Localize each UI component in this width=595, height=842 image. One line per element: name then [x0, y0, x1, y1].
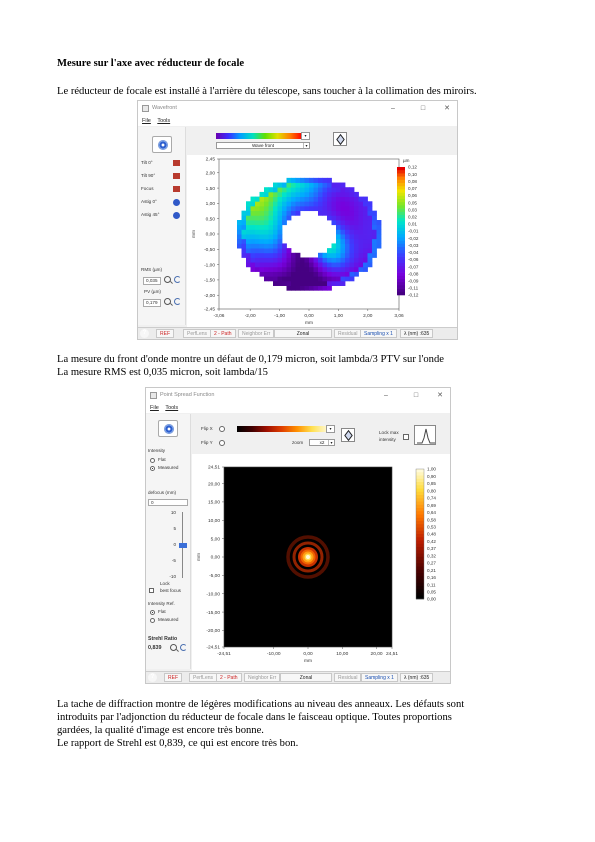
- colorbar-segment: [416, 534, 424, 538]
- status-perflens[interactable]: PerfLens: [183, 329, 211, 338]
- colorbar-segment: [416, 495, 424, 499]
- wavefront-paragraph-2: La mesure RMS est 0,035 micron, soit lambda/15: [57, 367, 268, 378]
- x-tick-label: 0,00: [303, 652, 313, 657]
- help-icon[interactable]: ?: [148, 673, 157, 682]
- status-path[interactable]: 2 - Path: [210, 329, 236, 338]
- colorbar-segment: [397, 279, 405, 283]
- colorbar-segment: [397, 282, 405, 286]
- psf-core-disc: [306, 555, 310, 559]
- colorbar-tick-label: 0,90: [427, 473, 436, 479]
- strehl-refresh-icon[interactable]: [180, 644, 187, 651]
- colorbar-segment: [416, 479, 424, 483]
- colorbar-segment: [397, 183, 405, 187]
- tilt90-label: Tilt 90°: [141, 173, 156, 178]
- intro-paragraph: Le réducteur de focale est installé à l'arrière du télescope, sans toucher à la collimation des miroirs.: [57, 86, 477, 97]
- lock-best-focus-checkbox[interactable]: [149, 588, 154, 593]
- menu-file[interactable]: File: [150, 405, 159, 411]
- colorbar-segment: [397, 228, 405, 232]
- colorbar-segment: [416, 469, 424, 473]
- menu-tools[interactable]: Tools: [165, 405, 179, 411]
- colorbar-tick-label: 0,02: [408, 214, 417, 220]
- colorbar-tick-label: 0,48: [427, 531, 436, 537]
- wavefront-plot-area: [187, 155, 458, 327]
- colorbar-segment: [397, 289, 405, 293]
- zoom-select[interactable]: [309, 439, 335, 446]
- colorbar-segment: [416, 547, 424, 551]
- profile-view-button[interactable]: [414, 425, 436, 445]
- colorbar-segment: [397, 273, 405, 277]
- colorbar-segment: [416, 476, 424, 480]
- zoom-value: x2: [319, 440, 325, 445]
- colorbar-segment: [416, 521, 424, 525]
- y-tick-label: -15,00: [206, 610, 220, 616]
- window-title: Wavefront: [152, 105, 177, 111]
- rms-search-icon[interactable]: [164, 276, 171, 283]
- psf-paragraph-1: La tache de diffraction montre de légères modifications au niveau des anneaux. Les défauts sont: [57, 699, 465, 710]
- intensity-ref-label: Intensity Ref.: [148, 601, 175, 606]
- colorbar-segment: [416, 482, 424, 486]
- y-tick-label: 0,00: [210, 555, 220, 561]
- colorbar-tick-label: 0,80: [427, 488, 436, 494]
- astig0-label: Astig 0°: [141, 199, 157, 204]
- colorbar-segment: [416, 586, 424, 590]
- chevron-down-icon: ▾: [303, 143, 309, 148]
- colorbar-segment: [416, 589, 424, 593]
- colorbar-segment: [397, 269, 405, 273]
- colorbar-segment: [397, 202, 405, 206]
- colorbar-segment: [397, 225, 405, 229]
- colorbar-tick-label: 0,06: [408, 193, 417, 199]
- y-tick-label: 20,00: [207, 482, 220, 488]
- psf-paragraph-4: Le rapport de Strehl est 0,839, ce qui est encore très bon.: [57, 738, 299, 749]
- colorbar-segment: [397, 257, 405, 261]
- minimize-icon[interactable]: –: [384, 392, 388, 399]
- defocus-scale-10: 10: [170, 510, 176, 515]
- colorbar-tick-label: 0,42: [427, 538, 436, 544]
- status-lambda: λ (nm) :635: [400, 329, 433, 338]
- colorbar-segment: [416, 593, 424, 597]
- y-axis-label: mm: [197, 553, 202, 561]
- colorbar-tick-label: 0,11: [427, 582, 436, 588]
- x-tick-label: 2,00: [363, 314, 373, 319]
- x-axis-label: mm: [304, 659, 312, 664]
- colorbar-tick-label: 0,64: [427, 510, 436, 516]
- lock-max-label: Lock max: [379, 430, 399, 435]
- y-tick-label: 2,00: [205, 171, 215, 177]
- psf-chart: [192, 454, 451, 674]
- colormap-dropdown-arrow[interactable]: ▾: [326, 425, 335, 433]
- x-axis-label: mm: [305, 321, 313, 326]
- colorbar-segment: [397, 215, 405, 219]
- wavefront-titlebar: [138, 101, 457, 116]
- chevron-down-icon: ▾: [328, 440, 334, 445]
- colorbar-segment: [416, 554, 424, 558]
- colorbar-segment: [416, 580, 424, 584]
- tilt90-toggle-icon[interactable]: [173, 173, 180, 179]
- colorbar-tick-label: -0,03: [408, 242, 419, 248]
- wavefront-left-panel: [138, 127, 186, 325]
- colorbar-segment: [416, 557, 424, 561]
- psf-left-panel: [146, 414, 191, 669]
- colorbar-segment: [397, 205, 405, 209]
- status-sampling[interactable]: Sampling x 1: [360, 329, 397, 338]
- colorbar-tick-label: -0,08: [408, 271, 419, 277]
- status-zonal[interactable]: Zonal: [280, 673, 332, 682]
- best-focus-label: best focus: [160, 588, 181, 593]
- colorbar-tick-label: 0,69: [427, 502, 436, 508]
- status-zonal[interactable]: Zonal: [274, 329, 332, 338]
- colorbar-segment: [397, 292, 405, 296]
- lens-button[interactable]: [152, 136, 172, 153]
- x-tick-label: -10,00: [266, 652, 281, 657]
- maximize-icon[interactable]: □: [420, 105, 426, 112]
- 3d-view-button[interactable]: [341, 428, 355, 442]
- y-tick-label: -2,45: [204, 307, 215, 313]
- colorbar-tick-label: 0,32: [427, 553, 436, 559]
- colorbar-segment: [397, 209, 405, 213]
- colorbar-tick-label: -0,09: [408, 278, 419, 284]
- pv-search-icon[interactable]: [164, 298, 171, 305]
- status-residual[interactable]: Residual: [334, 329, 361, 338]
- focus-label: Focus: [141, 186, 154, 191]
- colorbar-segment: [397, 263, 405, 267]
- colorbar-segment: [416, 573, 424, 577]
- defocus-input[interactable]: 0: [148, 499, 188, 506]
- strehl-search-icon[interactable]: [170, 644, 177, 651]
- x-tick-label: 3,06: [394, 314, 404, 319]
- y-tick-label: -0,50: [204, 248, 215, 254]
- colorbar-segment: [416, 498, 424, 502]
- colorbar-segment: [416, 528, 424, 532]
- colorbar-tick-label: -0,06: [408, 257, 419, 263]
- zoom-label: zoom: [292, 440, 304, 445]
- pv-refresh-icon[interactable]: [174, 298, 181, 305]
- page-heading: Mesure sur l'axe avec réducteur de focale: [57, 58, 245, 69]
- colorbar-tick-label: 0,05: [408, 200, 417, 206]
- x-tick-label: -3,06: [213, 314, 225, 319]
- display-select[interactable]: [216, 142, 310, 149]
- psf-window: [145, 387, 451, 684]
- colorbar-segment: [416, 596, 424, 600]
- status-lambda: λ (nm) :635: [400, 673, 433, 682]
- colorbar-tick-label: 0,00: [427, 596, 436, 602]
- colorbar-segment: [397, 244, 405, 248]
- colorbar-segment: [416, 489, 424, 493]
- x-tick-label: -2,00: [244, 314, 256, 319]
- app-icon: [150, 392, 157, 399]
- psf-paragraph-3: gardées, la qualité d'image est encore très bonne.: [57, 725, 264, 736]
- intensity-flat-label: Flat: [158, 457, 166, 462]
- defocus-slider-handle[interactable]: [179, 543, 187, 548]
- colorbar-segment: [397, 237, 405, 241]
- colorbar-segment: [397, 173, 405, 177]
- intensity-label: intensity: [379, 437, 396, 442]
- y-axis-label: mm: [192, 230, 197, 238]
- colorbar-segment: [397, 266, 405, 270]
- colorbar-tick-label: 0,12: [408, 164, 417, 170]
- wavefront-paragraph-1: La mesure du front d'onde montre un défaut de 0,179 micron, soit lambda/3 PTV sur l'onde: [57, 354, 444, 365]
- colorbar-segment: [416, 560, 424, 564]
- colorbar-segment: [416, 472, 424, 476]
- colorbar-segment: [397, 170, 405, 174]
- colorbar-segment: [397, 285, 405, 289]
- colorbar-tick-label: 0,58: [427, 517, 436, 523]
- status-perflens[interactable]: PerfLens: [189, 673, 217, 682]
- colorbar-tick-label: 0,01: [408, 221, 417, 227]
- defocus-scale-m5: -5: [171, 558, 176, 563]
- defocus-scale-5: 5: [173, 526, 176, 531]
- astig45-toggle-icon[interactable]: [173, 212, 180, 219]
- x-tick-label: -24,51: [217, 652, 231, 657]
- close-icon[interactable]: ✕: [437, 392, 443, 399]
- intensity-measured-radio[interactable]: [150, 466, 155, 471]
- colorbar-tick-label: 0,53: [427, 524, 436, 530]
- help-icon[interactable]: ?: [140, 329, 149, 338]
- colorbar-segment: [397, 231, 405, 235]
- colorbar-segment: [416, 511, 424, 515]
- colorbar-segment: [416, 524, 424, 528]
- lens-button[interactable]: [158, 420, 178, 437]
- window-title: Point Spread Function: [160, 392, 215, 398]
- ref-measured-label: Measured: [158, 617, 179, 622]
- pv-value: 0,179: [143, 299, 161, 307]
- colorbar-segment: [416, 515, 424, 519]
- y-tick-label: 15,00: [207, 500, 220, 506]
- colorbar-tick-label: 0,74: [427, 495, 436, 501]
- colorbar-segment: [397, 234, 405, 238]
- x-tick-label: 1,00: [333, 314, 344, 319]
- colorbar-segment: [416, 505, 424, 509]
- lock-label: Lock: [160, 581, 170, 586]
- colorbar-segment: [416, 541, 424, 545]
- colorbar-segment: [397, 218, 405, 222]
- psf-plot-area: [192, 454, 451, 674]
- flip-x-label: Flip X: [201, 426, 213, 431]
- y-tick-label: 2,45: [205, 157, 215, 163]
- colorbar-tick-label: 0,16: [427, 575, 436, 581]
- colorbar-segment: [416, 502, 424, 506]
- ref-measured-radio[interactable]: [150, 618, 155, 623]
- x-tick-label: 0,00: [304, 314, 314, 319]
- colorbar-segment: [416, 563, 424, 567]
- colorbar-segment: [416, 544, 424, 548]
- defocus-scale-m10: -10: [169, 574, 176, 579]
- colormap-dropdown-arrow[interactable]: ▾: [301, 132, 310, 140]
- y-tick-label: -5,00: [209, 574, 220, 580]
- pv-label: PV (µm): [144, 289, 161, 294]
- ref-flat-label: Flat: [158, 609, 166, 614]
- flip-y-label: Flip Y: [201, 440, 213, 445]
- colorbar-segment: [397, 276, 405, 280]
- colorbar-segment: [416, 492, 424, 496]
- 3d-view-button[interactable]: [333, 132, 347, 146]
- colorbar-segment: [416, 531, 424, 535]
- colorbar-segment: [397, 180, 405, 184]
- x-tick-label: 10,00: [336, 652, 349, 657]
- colorbar-segment: [416, 485, 424, 489]
- colorbar-tick-label: 0,07: [408, 186, 417, 192]
- colorbar-unit: µm: [403, 158, 410, 163]
- colorbar-segment: [416, 518, 424, 522]
- ref-flat-radio[interactable]: [150, 610, 155, 615]
- psf-paragraph-2: introduits par l'adjonction du réducteur de focale dans le faisceau optique. Toutes proportions: [57, 712, 452, 723]
- display-select-value: Wave front: [251, 143, 275, 148]
- colorbar-tick-label: -0,04: [408, 250, 419, 256]
- menu-file[interactable]: File: [142, 118, 151, 124]
- y-tick-label: 10,00: [207, 518, 220, 524]
- status-residual[interactable]: Residual: [334, 673, 361, 682]
- wavefront-window: [137, 100, 458, 340]
- colorbar-tick-label: 0,21: [427, 567, 436, 573]
- colorbar-tick-label: 0,05: [427, 589, 436, 595]
- wavefront-chart: [187, 155, 458, 327]
- colorbar-segment: [397, 196, 405, 200]
- status-neighbor[interactable]: Neighbor Err: [238, 329, 274, 338]
- colorbar-segment: [397, 212, 405, 216]
- colorbar-tick-label: 0,27: [427, 560, 436, 566]
- flip-x-radio[interactable]: [219, 426, 225, 432]
- colorbar-tick-label: 0,37: [427, 546, 436, 552]
- rms-refresh-icon[interactable]: [174, 276, 181, 283]
- minimize-icon[interactable]: –: [391, 105, 395, 112]
- status-sampling[interactable]: Sampling x 1: [361, 673, 398, 682]
- tilt0-toggle-icon[interactable]: [173, 160, 180, 166]
- menu-tools[interactable]: Tools: [157, 118, 171, 124]
- y-tick-label: 24,51: [207, 465, 220, 471]
- colorbar-tick-label: 1,00: [427, 466, 436, 472]
- strehl-label: Strehl Ratio: [148, 636, 178, 642]
- status-bar: [146, 671, 450, 683]
- rms-value: 0,035: [143, 277, 161, 285]
- colorbar-segment: [397, 193, 405, 197]
- x-tick-label: 24,51: [385, 652, 399, 657]
- status-ref[interactable]: REF: [156, 329, 174, 338]
- colorbar-tick-label: -0,02: [408, 235, 419, 241]
- status-path[interactable]: 2 - Path: [216, 673, 242, 682]
- colorbar-segment: [416, 550, 424, 554]
- colorbar-tick-label: 0,85: [427, 481, 436, 487]
- y-tick-label: -1,00: [204, 263, 215, 269]
- focus-toggle-icon[interactable]: [173, 186, 180, 192]
- lens-icon: [158, 140, 168, 150]
- y-tick-label: 0,50: [205, 217, 215, 223]
- menu-bar: [146, 403, 450, 413]
- colormap-selector[interactable]: [237, 426, 327, 432]
- strehl-value: 0,839: [148, 645, 162, 651]
- colorbar-segment: [397, 250, 405, 254]
- status-neighbor[interactable]: Neighbor Err: [244, 673, 280, 682]
- y-tick-label: -10,00: [206, 592, 220, 598]
- rms-label: RMS (µm): [141, 267, 163, 272]
- psf-titlebar: [146, 388, 450, 403]
- y-tick-label: 0,00: [205, 232, 215, 238]
- y-tick-label: -24,51: [206, 645, 220, 651]
- flip-y-radio[interactable]: [219, 440, 225, 446]
- colorbar-segment: [397, 241, 405, 245]
- y-tick-label: -1,50: [204, 278, 215, 284]
- colorbar-segment: [416, 583, 424, 587]
- colorbar-segment: [397, 221, 405, 225]
- colorbar-segment: [397, 167, 405, 171]
- menu-bar: [138, 116, 457, 126]
- colorbar-tick-label: 0,03: [408, 207, 417, 213]
- intensity-flat-radio[interactable]: [150, 458, 155, 463]
- colorbar-tick-label: 0,10: [408, 171, 417, 177]
- maximize-icon[interactable]: □: [413, 392, 419, 399]
- astig45-label: Astig 45°: [141, 212, 160, 217]
- colorbar-segment: [416, 570, 424, 574]
- y-tick-label: 1,50: [205, 186, 215, 192]
- cube-icon: [344, 430, 353, 441]
- defocus-scale-0: 0: [173, 542, 176, 547]
- intensity-group-label: Intensity: [148, 448, 166, 453]
- colormap-selector[interactable]: [216, 133, 302, 139]
- colorbar-tick-label: -0,11: [408, 285, 419, 291]
- colorbar-segment: [416, 537, 424, 541]
- colorbar-segment: [397, 253, 405, 257]
- status-ref[interactable]: REF: [164, 673, 182, 682]
- x-tick-label: 20,00: [370, 652, 383, 657]
- colorbar-tick-label: -0,07: [408, 264, 419, 270]
- defocus-label: defocus (mm): [148, 490, 177, 495]
- colorbar-segment: [416, 567, 424, 571]
- colorbar-segment: [397, 247, 405, 251]
- cube-icon: [336, 134, 345, 145]
- x-tick-label: -1,00: [274, 314, 286, 319]
- tilt0-label: Tilt 0°: [141, 160, 153, 165]
- close-icon[interactable]: ✕: [444, 105, 450, 112]
- colorbar-segment: [416, 508, 424, 512]
- colorbar-tick-label: -0,12: [408, 292, 419, 298]
- app-icon: [142, 105, 149, 112]
- colorbar-tick-label: -0,01: [408, 228, 419, 234]
- colorbar-tick-label: 0,08: [408, 178, 417, 184]
- y-tick-label: 1,00: [205, 202, 215, 208]
- status-bar: [138, 327, 457, 339]
- profile-curve-icon: [415, 426, 437, 446]
- colorbar-segment: [397, 199, 405, 203]
- lock-max-checkbox[interactable]: [403, 434, 409, 440]
- colorbar-segment: [397, 186, 405, 190]
- intensity-measured-label: Measured: [158, 465, 179, 470]
- colorbar-segment: [416, 576, 424, 580]
- lens-icon: [164, 424, 174, 434]
- colorbar-segment: [397, 177, 405, 181]
- y-tick-label: -20,00: [206, 629, 220, 635]
- colorbar-segment: [397, 189, 405, 193]
- astig0-toggle-icon[interactable]: [173, 199, 180, 206]
- y-tick-label: 5,00: [210, 537, 220, 543]
- y-tick-label: -2,00: [204, 293, 215, 299]
- colorbar-segment: [397, 260, 405, 264]
